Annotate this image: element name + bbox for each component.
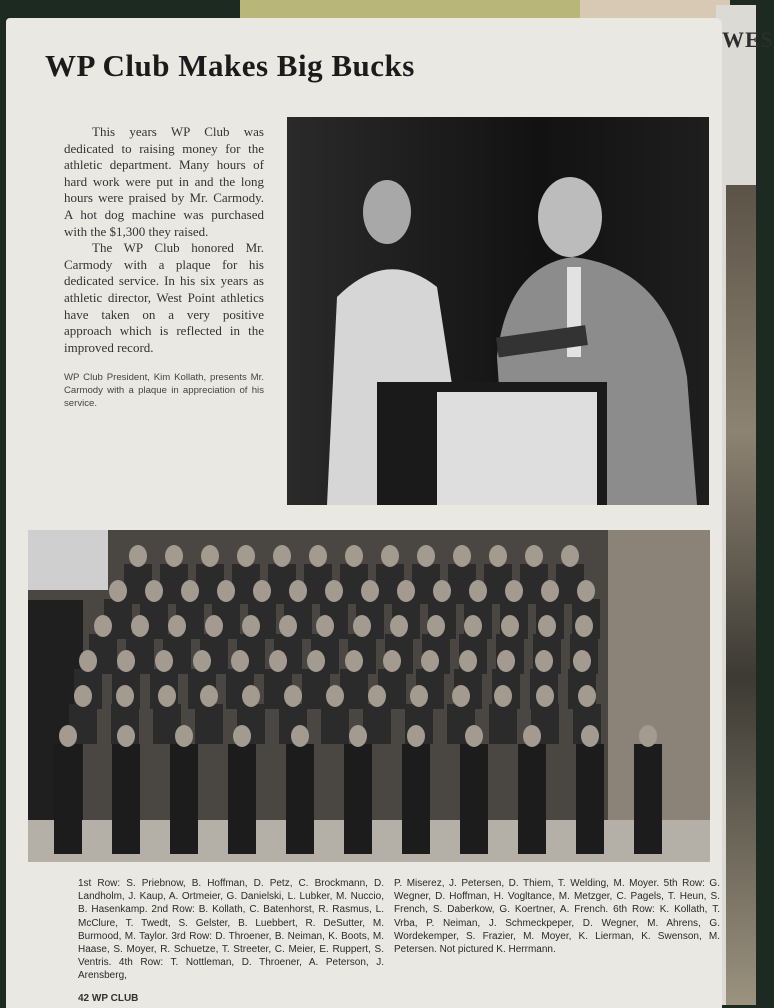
person-head: [523, 725, 541, 747]
person-head: [433, 580, 451, 602]
person-body: [489, 704, 517, 744]
person-head: [117, 725, 135, 747]
person-head: [538, 615, 556, 637]
person-head: [397, 580, 415, 602]
person-head: [269, 650, 287, 672]
person-head: [427, 615, 445, 637]
person-head: [242, 685, 260, 707]
person-body: [402, 744, 430, 854]
person-head: [381, 545, 399, 567]
person-body: [634, 744, 662, 854]
person-head: [175, 725, 193, 747]
person-head: [155, 650, 173, 672]
person-body: [321, 704, 349, 744]
person-head: [497, 650, 515, 672]
person-head: [233, 725, 251, 747]
adjacent-page-photo: [726, 185, 756, 1005]
person-head: [158, 685, 176, 707]
person-head: [561, 545, 579, 567]
person-head: [505, 580, 523, 602]
club-group-photo: [28, 530, 710, 862]
person-head: [390, 615, 408, 637]
person-head: [361, 580, 379, 602]
person-head: [217, 580, 235, 602]
person-head: [291, 725, 309, 747]
person-head: [464, 615, 482, 637]
person-head: [94, 615, 112, 637]
person-head: [242, 615, 260, 637]
article-paragraph: The WP Club honored Mr. Carmody with a plaque for his dedicated service. In his six years as athletic director, West Point athletics have taken on a very positive approach which is reflected in the improved record.: [64, 240, 264, 355]
group-caption-left-column: [78, 877, 384, 1004]
person-head: [201, 545, 219, 567]
adjacent-page: [716, 5, 774, 1005]
photo-illustration: [28, 530, 710, 862]
person-head: [541, 580, 559, 602]
person-head: [131, 615, 149, 637]
adjacent-page-heading: WES: [722, 27, 774, 52]
person-head: [116, 685, 134, 707]
person-head: [525, 545, 543, 567]
person-head: [489, 545, 507, 567]
person-head: [639, 725, 657, 747]
person-body: [340, 669, 368, 709]
plaque-presentation-photo: [287, 117, 709, 505]
person-body: [112, 744, 140, 854]
person-head: [407, 725, 425, 747]
person-head: [307, 650, 325, 672]
person-head: [316, 615, 334, 637]
group-caption-right: P. Miserez, J. Petersen, D. Thiem, T. Welding, M. Moyer. 5th Row: G. Wegner, D. Hoffman, H. Vogltance, M. Metzger, C. Pagels, T. Heun, S. French, S. Daberkow, G. Koertner, A. French. 6th Row: K. Kollath, T. Vrba, P. Neiman, J. Schmeckpeper, D. Wegner, M. Ahrens, G. Wordekemper, S. Frazier, M. Moyer, K. Lierman, K. Swenson, M. Petersen. Not pictured K. Herrmann.: [394, 878, 720, 956]
person-body: [302, 669, 330, 709]
page-folio: 42 WP CLUB: [78, 992, 139, 1004]
person-head: [231, 650, 249, 672]
person-head: [181, 580, 199, 602]
article-paragraph: This years WP Club was dedicated to raising money for the athletic department. Many hours of hard work were put in and the long hours were praised by Mr. Carmody. A hot dog machine was purchased with the $1,300 they raised.: [64, 124, 264, 239]
person-head: [577, 580, 595, 602]
person-head: [501, 615, 519, 637]
person-head: [536, 685, 554, 707]
person-head: [345, 545, 363, 567]
person-head: [129, 545, 147, 567]
person-head: [325, 580, 343, 602]
person-body: [195, 704, 223, 744]
person-body: [228, 744, 256, 854]
person-head: [452, 685, 470, 707]
person-head: [309, 545, 327, 567]
person-body: [286, 744, 314, 854]
person-head: [469, 580, 487, 602]
person-body: [54, 744, 82, 854]
person-head: [417, 545, 435, 567]
person-head: [465, 725, 483, 747]
photo-caption: WP Club President, Kim Kollath, presents Mr. Carmody with a plaque in appreciation of his service.: [64, 372, 264, 409]
person-head: [345, 650, 363, 672]
person-head: [349, 725, 367, 747]
article-column: [64, 124, 264, 410]
person-head: [237, 545, 255, 567]
person-head: [573, 650, 591, 672]
person-body: [363, 704, 391, 744]
person-head: [578, 685, 596, 707]
person-body: [460, 744, 488, 854]
person-head: [165, 545, 183, 567]
article-body: [64, 124, 264, 356]
person-head: [368, 685, 386, 707]
person-head: [289, 580, 307, 602]
person-head: [279, 615, 297, 637]
person-head: [253, 580, 271, 602]
photo-illustration: [287, 117, 709, 505]
person-head: [109, 580, 127, 602]
person-head: [117, 650, 135, 672]
person-head: [494, 685, 512, 707]
person-body: [344, 744, 372, 854]
group-caption-left: 1st Row: S. Priebnow, B. Hoffman, D. Petz, C. Brockmann, D. Landholm, J. Kaup, A. Ortmeier, G. Danielski, L. Lubker, M. Nuccio, B. Hasenkamp. 2nd Row: B. Kollath, C. Batenhorst, R. Rasmus, L. McClure, T. Twedt, S. Gelster, B. Luebbert, R. DeSutter, M. Burmood, M. Taylor. 3rd Row: D. Throener, B. Neiman, K. Boots, M. Haase, S. Moyer, R. Schuetze, T. Streeter, C. Meier, E. Ruppert, S. Ventris. 4th Row: T. Nottleman, D. Throener, A. Peterson, J. Arensberg,: [78, 878, 384, 982]
person-head: [353, 615, 371, 637]
person-head: [421, 650, 439, 672]
person-body: [518, 744, 546, 854]
person-head: [145, 580, 163, 602]
person-head: [74, 685, 92, 707]
person-head: [410, 685, 428, 707]
person-head: [193, 650, 211, 672]
person-head: [535, 650, 553, 672]
person-head: [459, 650, 477, 672]
person-head: [383, 650, 401, 672]
person-head: [200, 685, 218, 707]
person-head: [205, 615, 223, 637]
person-head: [284, 685, 302, 707]
person-head: [581, 725, 599, 747]
person-body: [576, 744, 604, 854]
person-head: [273, 545, 291, 567]
page-title: WP Club Makes Big Bucks: [45, 48, 415, 83]
person-head: [575, 615, 593, 637]
person-head: [326, 685, 344, 707]
person-head: [453, 545, 471, 567]
person-head: [59, 725, 77, 747]
background-book: [240, 0, 580, 20]
person-body: [170, 744, 198, 854]
person-head: [168, 615, 186, 637]
person-head: [79, 650, 97, 672]
